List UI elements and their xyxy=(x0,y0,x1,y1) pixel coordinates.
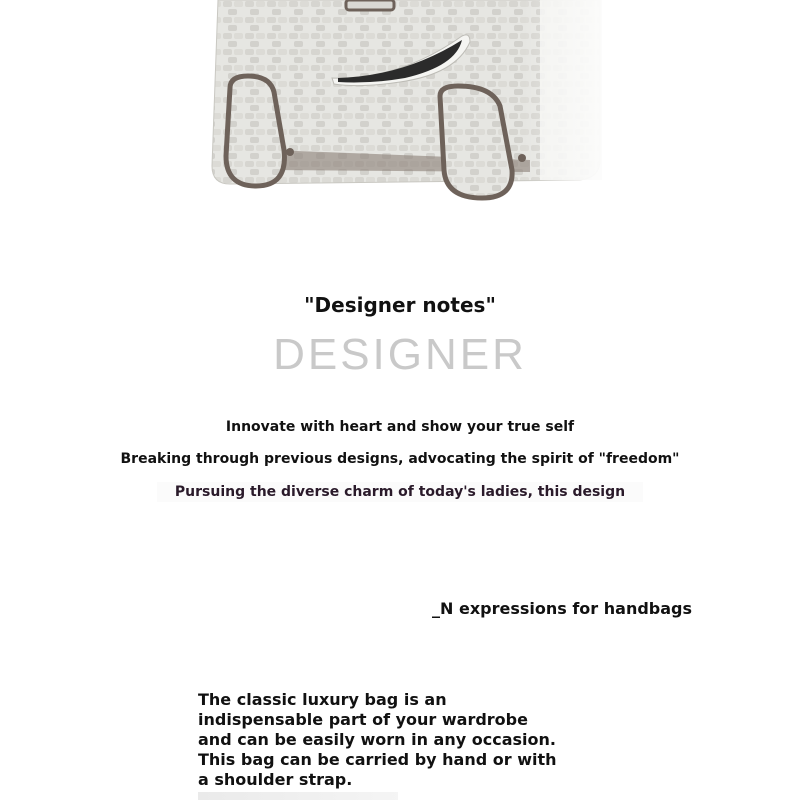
tagline-freedom: Breaking through previous designs, advocating the spirit of "freedom" xyxy=(120,451,680,467)
designer-watermark: DESIGNER xyxy=(273,330,527,379)
description-line: and can be easily worn in any occasion. xyxy=(198,730,556,749)
expressions-caption: _N expressions for handbags xyxy=(432,599,693,618)
description-line: This bag can be carried by hand or with xyxy=(198,750,557,769)
tagline-charm xyxy=(0,484,800,500)
description-line: The classic luxury bag is an xyxy=(198,690,447,709)
cut-off-text-fragment xyxy=(198,792,398,800)
tagline-innovate: Innovate with heart and show your true self xyxy=(225,419,575,435)
description-line: indispensable part of your wardrobe xyxy=(198,710,528,729)
handbag-face-icon xyxy=(200,0,610,210)
product-description xyxy=(198,690,557,790)
designer-notes-heading: "Designer notes" xyxy=(304,293,496,317)
tagline-charm-text: Pursuing the diverse charm of today's ladies, this design xyxy=(157,482,643,502)
description-line: a shoulder strap. xyxy=(198,770,353,789)
